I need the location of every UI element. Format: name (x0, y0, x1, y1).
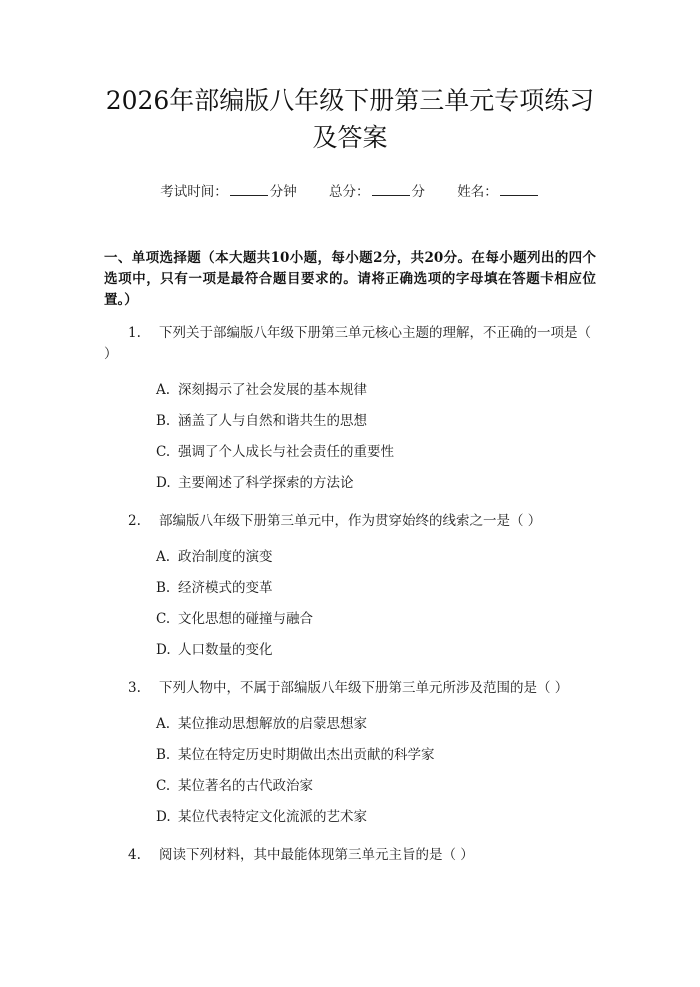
option-letter: B. (156, 747, 171, 763)
question-text-line (104, 678, 596, 699)
option-letter: B. (156, 413, 171, 429)
option-text: 某位推动思想解放的启蒙思想家 (178, 716, 367, 732)
question-item (104, 845, 596, 866)
name-label: 姓名： (457, 184, 498, 200)
score-label: 总分： (329, 184, 370, 200)
option-text: 人口数量的变化 (178, 642, 273, 658)
option-item[interactable] (156, 635, 596, 666)
option-item[interactable] (156, 604, 596, 635)
option-list (104, 375, 596, 499)
option-item[interactable] (156, 709, 596, 740)
option-item[interactable] (156, 802, 596, 833)
section-heading: 一、单项选择题（本大题共10小题，每小题2分，共20分。在每小题列出的四个选项中，只有一项是最符合题目要求的。请将正确选项的字母填在答题卡相应位置。） (104, 250, 596, 308)
question-list (104, 323, 596, 866)
option-text: 某位在特定历史时期做出杰出贡献的科学家 (178, 747, 435, 763)
option-letter: A. (156, 549, 171, 565)
option-item[interactable] (156, 740, 596, 771)
time-unit: 分钟 (269, 184, 297, 200)
option-text: 某位代表特定文化流派的艺术家 (178, 809, 367, 825)
page-title: 2026年部编版八年级下册第三单元专项练习及答案 (105, 86, 595, 152)
question-number: 4. (128, 847, 141, 863)
question-text: 阅读下列材料，其中最能体现第三单元主旨的是（ ） (159, 847, 474, 863)
option-item[interactable] (156, 468, 596, 499)
name-blank[interactable] (500, 183, 538, 196)
question-item (104, 678, 596, 833)
option-list (104, 709, 596, 833)
question-text-line (104, 845, 596, 866)
option-text: 文化思想的碰撞与融合 (178, 611, 313, 627)
option-item[interactable] (156, 375, 596, 406)
option-item[interactable] (156, 573, 596, 604)
option-letter: C. (156, 778, 171, 794)
option-letter: A. (156, 382, 171, 398)
option-letter: D. (156, 642, 171, 658)
question-text: 部编版八年级下册第三单元中，作为贯穿始终的线索之一是（ ） (159, 513, 542, 529)
question-text-line (104, 511, 596, 532)
exam-name (457, 184, 540, 200)
question-number: 1. (128, 325, 141, 341)
option-letter: D. (156, 475, 171, 491)
question-number: 2. (128, 513, 141, 529)
question-text-line (104, 323, 596, 365)
score-unit: 分 (411, 184, 425, 200)
option-item[interactable] (156, 437, 596, 468)
option-item[interactable] (156, 542, 596, 573)
exam-time (160, 184, 297, 200)
exam-info-line (104, 180, 596, 200)
option-text: 强调了个人成长与社会责任的重要性 (178, 444, 394, 460)
option-item[interactable] (156, 771, 596, 802)
question-text: 下列人物中，不属于部编版八年级下册第三单元所涉及范围的是（ ） (159, 680, 569, 696)
question-item (104, 511, 596, 666)
score-blank[interactable] (372, 183, 410, 196)
option-letter: B. (156, 580, 171, 596)
option-list (104, 542, 596, 666)
option-item[interactable] (156, 406, 596, 437)
question-item (104, 323, 596, 499)
option-text: 深刻揭示了社会发展的基本规律 (178, 382, 367, 398)
option-text: 某位著名的古代政治家 (178, 778, 313, 794)
option-letter: A. (156, 716, 171, 732)
question-text: 下列关于部编版八年级下册第三单元核心主题的理解，不正确的一项是（ ） (104, 325, 591, 362)
option-text: 主要阐述了科学探索的方法论 (178, 475, 354, 491)
option-text: 政治制度的演变 (178, 549, 273, 565)
question-number: 3. (128, 680, 141, 696)
document-page (0, 82, 700, 987)
option-text: 涵盖了人与自然和谐共生的思想 (178, 413, 367, 429)
option-letter: D. (156, 809, 171, 825)
option-text: 经济模式的变革 (178, 580, 273, 596)
time-blank[interactable] (230, 183, 268, 196)
option-letter: C. (156, 444, 171, 460)
time-label: 考试时间： (160, 184, 228, 200)
exam-score (329, 184, 425, 200)
option-letter: C. (156, 611, 171, 627)
